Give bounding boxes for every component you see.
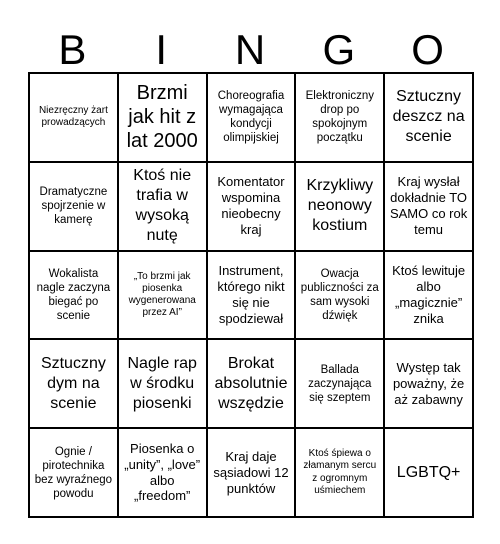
header-letter-b: B [58, 26, 87, 73]
bingo-cell-r4c5[interactable]: Występ tak poważny, że aż zabawny [384, 339, 473, 428]
bingo-cell-r3c5[interactable]: Ktoś lewituje albo „magicznie” znika [384, 251, 473, 340]
bingo-cell-r2c1[interactable]: Dramatyczne spojrzenie w kamerę [29, 162, 118, 251]
bingo-cell-r5c1[interactable]: Ognie / pirotechnika bez wyraźnego powodu [29, 428, 118, 517]
header-letter-i: I [155, 26, 168, 73]
bingo-cell-r4c3[interactable]: Brokat absolutnie wszędzie [207, 339, 296, 428]
bingo-cell-r5c2[interactable]: Piosenka o „unity”, „love” albo „freedom” [118, 428, 207, 517]
bingo-cell-r1c2[interactable]: Brzmi jak hit z lat 2000 [118, 73, 207, 162]
bingo-cell-r1c1[interactable]: Niezręczny żart prowadzących [29, 73, 118, 162]
bingo-cell-r1c5[interactable]: Sztuczny deszcz na scenie [384, 73, 473, 162]
bingo-cell-r5c3[interactable]: Kraj daje sąsiadowi 12 punktów [207, 428, 296, 517]
bingo-cell-r2c3[interactable]: Komentator wspomina nieobecny kraj [207, 162, 296, 251]
bingo-grid [28, 72, 474, 518]
bingo-cell-r3c1[interactable]: Wokalista nagle zaczyna biegać po scenie [29, 251, 118, 340]
bingo-cell-r2c5[interactable]: Kraj wysłał dokładnie TO SAMO co rok temu [384, 162, 473, 251]
bingo-cell-r2c4[interactable]: Krzykliwy neonowy kostium [295, 162, 384, 251]
header-letter-n: N [234, 26, 266, 73]
bingo-cell-r3c3[interactable]: Instrument, którego nikt się nie spodziewał [207, 251, 296, 340]
bingo-header [28, 24, 472, 76]
bingo-cell-r2c2[interactable]: Ktoś nie trafia w wysoką nutę [118, 162, 207, 251]
bingo-cell-r5c4[interactable]: Ktoś śpiewa o złamanym sercu z ogromnym uśmiechem [295, 428, 384, 517]
bingo-cell-r1c4[interactable]: Elektroniczny drop po spokojnym początku [295, 73, 384, 162]
bingo-cell-r1c3[interactable]: Choreografia wymagająca kondycji olimpijskiej [207, 73, 296, 162]
bingo-cell-r3c2[interactable]: „To brzmi jak piosenka wygenerowana przez AI” [118, 251, 207, 340]
header-letter-o: O [411, 26, 444, 73]
bingo-cell-r5c5[interactable]: LGBTQ+ [384, 428, 473, 517]
header-letter-g: G [322, 26, 356, 73]
bingo-cell-r4c4[interactable]: Ballada zaczynająca się szeptem [295, 339, 384, 428]
bingo-cell-r3c4[interactable]: Owacja publiczności za sam wysoki dźwięk [295, 251, 384, 340]
bingo-cell-r4c2[interactable]: Nagle rap w środku piosenki [118, 339, 207, 428]
bingo-cell-r4c1[interactable]: Sztuczny dym na scenie [29, 339, 118, 428]
